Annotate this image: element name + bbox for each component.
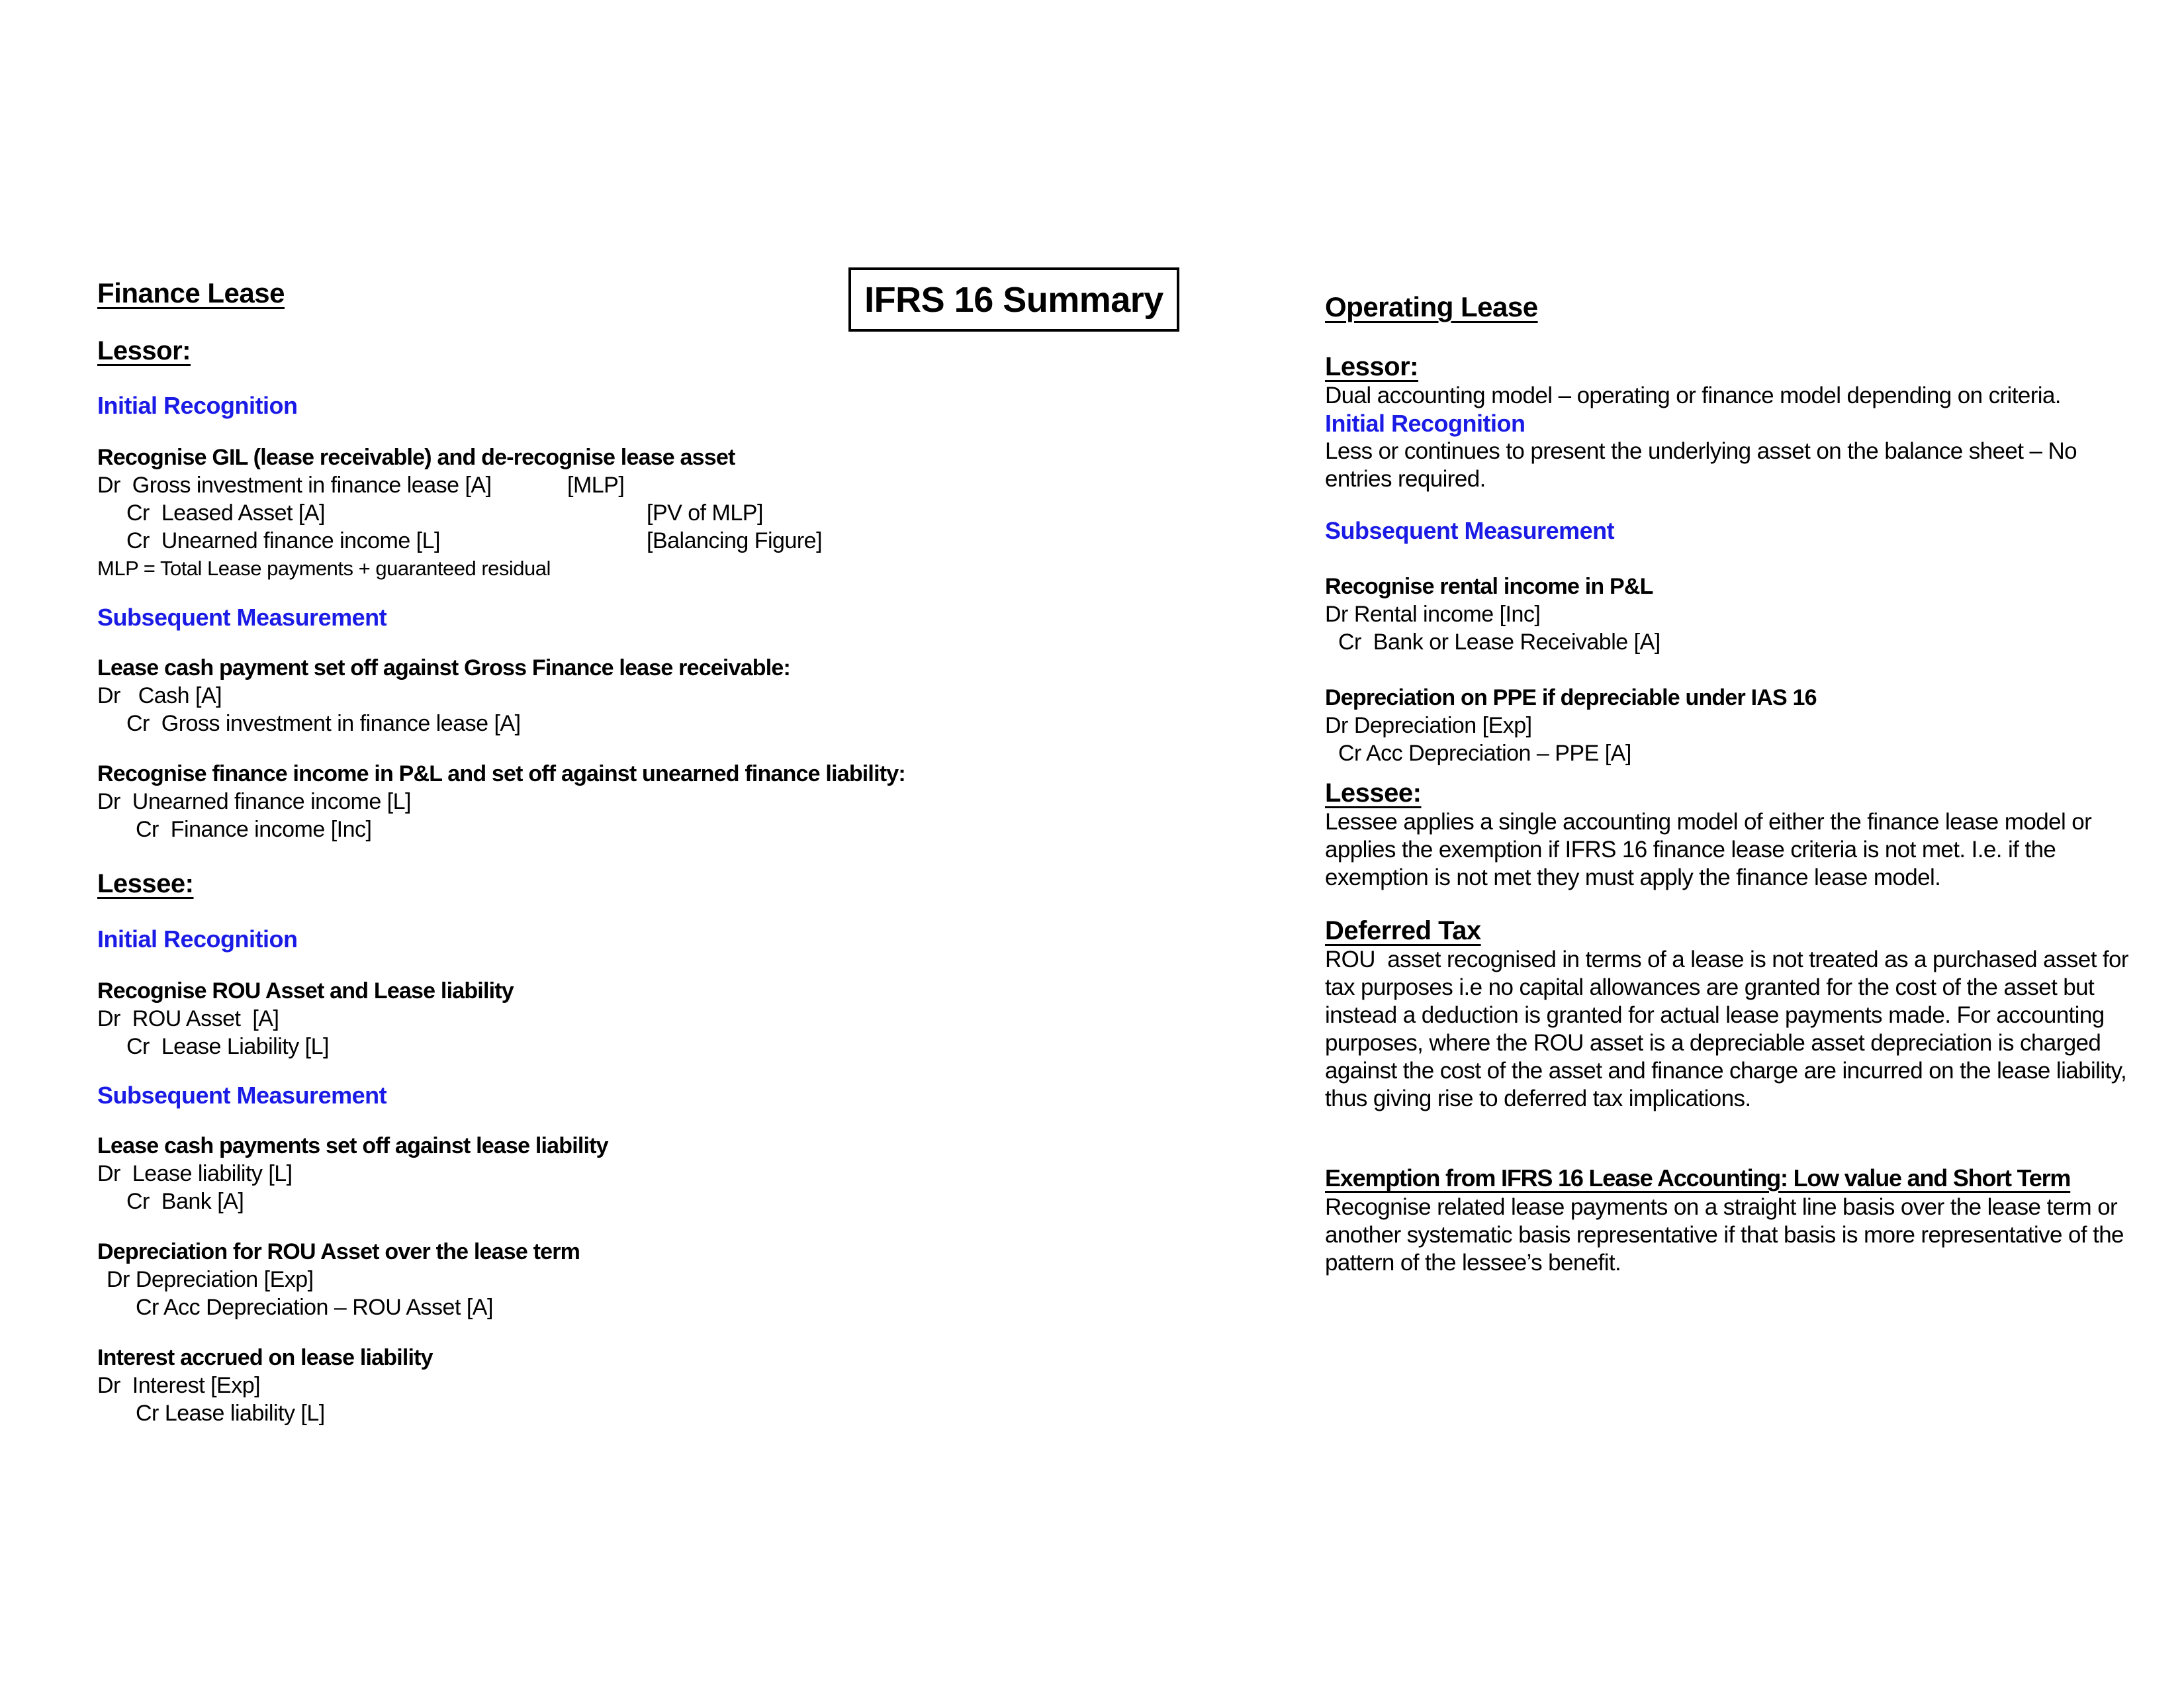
journal-line: Dr Depreciation [Exp] xyxy=(107,1267,314,1292)
journal-line: Dr Lease liability [L] xyxy=(97,1161,293,1186)
formula-note: MLP = Total Lease payments + guaranteed residual xyxy=(97,557,551,580)
section-heading: Deferred Tax xyxy=(1325,916,1481,945)
lead-line: Depreciation for ROU Asset over the lease term xyxy=(97,1239,580,1264)
journal-text: Cr Leased Asset [A] xyxy=(126,500,325,526)
section-heading: Exemption from IFRS 16 Lease Accounting: Low value and Short Term xyxy=(1325,1164,2071,1192)
paragraph: Recognise related lease payments on a straight line basis over the lease term or another systematic basis representative if that basis is more representative of the pattern of the lessee’s benefit. xyxy=(1325,1194,2130,1276)
lead-line: Recognise GIL (lease receivable) and de-recognise lease asset xyxy=(97,445,735,470)
operating-lease-column xyxy=(1325,292,2146,1277)
paragraph: Lessee applies a single accounting model of either the finance lease model or applies the exemption if IFRS 16 finance lease criteria is not met. I.e. if the exemption is not met they must apply the finance lease model. xyxy=(1325,809,2098,890)
subheading-blue: Subsequent Measurement xyxy=(1325,517,1615,544)
journal-line xyxy=(97,471,1103,499)
journal-line: Cr Lease Liability [L] xyxy=(126,1034,329,1059)
journal-text: Cr Unearned finance income [L] xyxy=(126,528,440,553)
annotation: [PV of MLP] xyxy=(647,500,763,526)
lead-line: Recognise finance income in P&L and set off against unearned finance liability: xyxy=(97,761,905,786)
journal-text: Dr Gross investment in finance lease [A] xyxy=(97,473,492,498)
journal-line: Dr Unearned finance income [L] xyxy=(97,789,411,814)
journal-line: Cr Bank [A] xyxy=(126,1189,244,1214)
annotation: [MLP] xyxy=(567,473,625,498)
page-title: IFRS 16 Summary xyxy=(864,279,1163,320)
lead-line: Recognise ROU Asset and Lease liability xyxy=(97,978,514,1004)
journal-line: Dr Cash [A] xyxy=(97,683,222,708)
subheading-blue: Initial Recognition xyxy=(97,392,298,419)
subheading-blue: Initial Recognition xyxy=(97,925,298,953)
journal-line: Cr Acc Depreciation – ROU Asset [A] xyxy=(136,1295,493,1320)
section-heading: Finance Lease xyxy=(97,277,285,308)
journal-line: Cr Finance income [Inc] xyxy=(136,817,372,842)
paragraph: ROU asset recognised in terms of a lease is not treated as a purchased asset for tax purposes i.e no capital allowances are granted for the cost of the asset but instead a deduction is granted for actual lease payments made. For accounting purposes, where the ROU asset is a depreciable asset depreciation is charged against the cost of the asset and finance charge are incurred on the lease liability, thus giving rise to deferred tax implications. xyxy=(1325,947,2135,1111)
journal-line: Dr Depreciation [Exp] xyxy=(1325,713,1532,738)
journal-line: Cr Acc Depreciation – PPE [A] xyxy=(1338,741,1631,766)
section-heading: Operating Lease xyxy=(1325,291,1538,322)
journal-line: Dr ROU Asset [A] xyxy=(97,1006,279,1031)
lead-line: Recognise rental income in P&L xyxy=(1325,574,1653,599)
lead-line: Lease cash payment set off against Gross Finance lease receivable: xyxy=(97,655,791,680)
section-heading: Lessor: xyxy=(97,336,191,365)
paragraph: Dual accounting model – operating or finance model depending on criteria. xyxy=(1325,383,2061,408)
finance-lease-column xyxy=(97,278,1103,1427)
lead-line: Interest accrued on lease liability xyxy=(97,1345,433,1370)
paragraph: Less or continues to present the underlying asset on the balance sheet – No entries required. xyxy=(1325,438,2083,492)
subheading-blue: Initial Recognition xyxy=(1325,410,1525,437)
journal-line: Dr Rental income [Inc] xyxy=(1325,602,1541,627)
subheading-blue: Subsequent Measurement xyxy=(97,604,387,631)
journal-line xyxy=(97,527,1103,555)
journal-line xyxy=(97,499,1103,527)
subheading-blue: Subsequent Measurement xyxy=(97,1082,387,1109)
section-heading: Lessee: xyxy=(1325,778,1422,808)
journal-line: Cr Lease liability [L] xyxy=(136,1401,325,1426)
section-heading: Lessee: xyxy=(97,869,194,898)
journal-line: Dr Interest [Exp] xyxy=(97,1373,261,1398)
lead-line: Lease cash payments set off against lease liability xyxy=(97,1133,608,1158)
journal-line: Cr Gross investment in finance lease [A] xyxy=(126,711,521,736)
lead-line: Depreciation on PPE if depreciable under IAS 16 xyxy=(1325,685,1817,710)
annotation: [Balancing Figure] xyxy=(647,528,823,553)
section-heading: Lessor: xyxy=(1325,352,1418,381)
journal-line: Cr Bank or Lease Receivable [A] xyxy=(1338,630,1661,655)
